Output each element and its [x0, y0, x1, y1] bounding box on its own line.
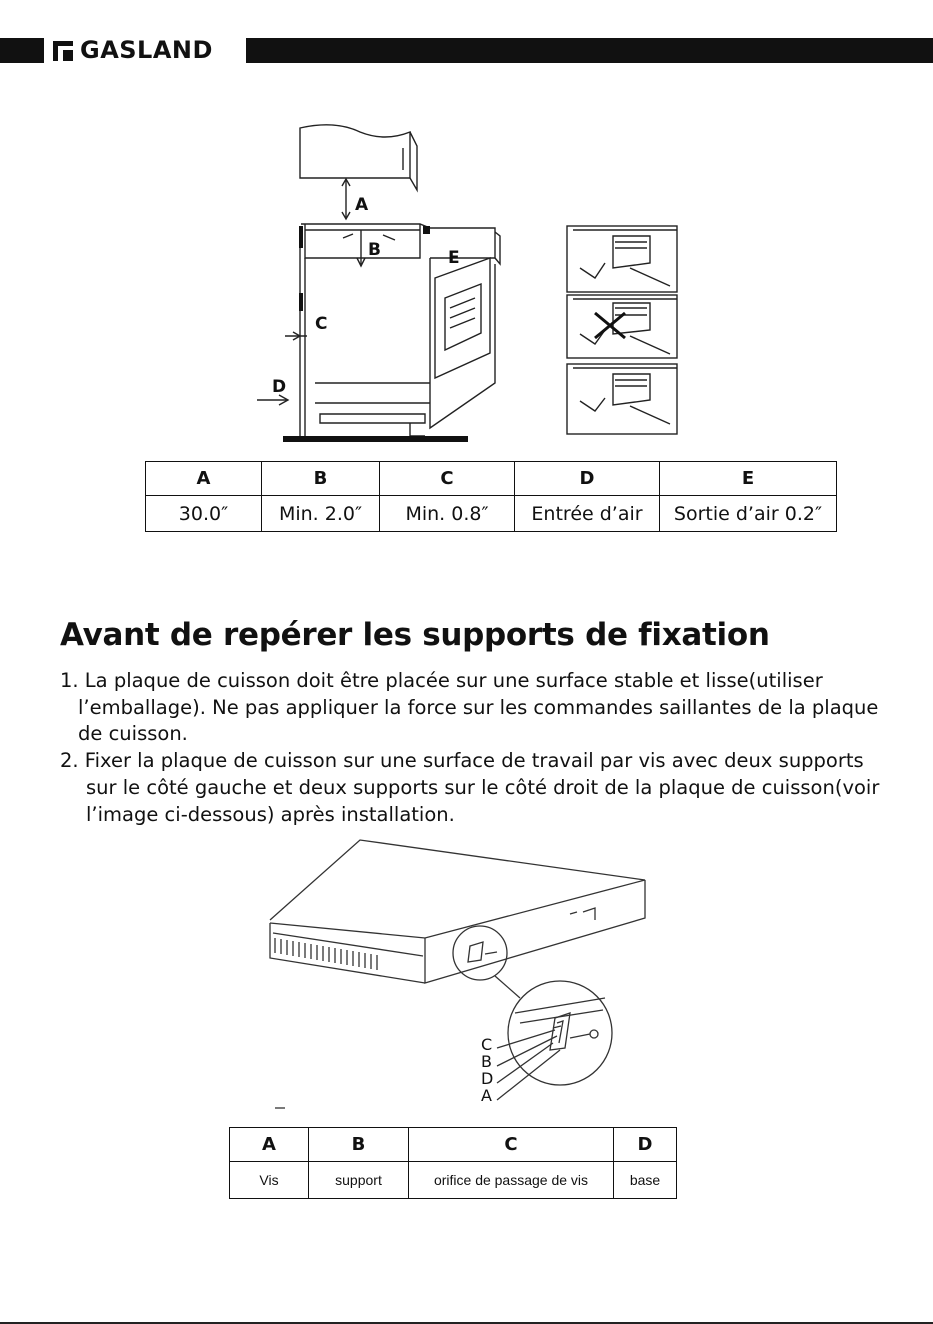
table-header-cell: A [230, 1128, 309, 1162]
table-header-cell: A [146, 462, 262, 496]
table-cell: support [309, 1162, 409, 1199]
label-D: D [272, 377, 287, 397]
table-cell: Vis [230, 1162, 309, 1199]
table-header-cell: B [262, 462, 380, 496]
table-header-cell: C [380, 462, 515, 496]
brand-logo [52, 38, 213, 63]
table-header-cell: D [614, 1128, 677, 1162]
table-cell: orifice de passage de vis [409, 1162, 614, 1199]
brand-name: GASLAND [80, 36, 213, 64]
clearance-diagram [245, 118, 690, 453]
label-A: A [481, 1086, 492, 1105]
section-title: Avant de repérer les supports de fixation [60, 617, 770, 653]
table-header-cell: E [660, 462, 837, 496]
table-row [230, 1162, 677, 1199]
table-cell: base [614, 1162, 677, 1199]
table-header-row [230, 1128, 677, 1162]
table-cell: Entrée d’air [515, 496, 660, 532]
table-header-cell: C [409, 1128, 614, 1162]
label-C: C [315, 314, 328, 334]
instruction-list [60, 668, 880, 828]
instruction-step-2: 2. Fixer la plaque de cuisson sur une surface de travail par vis avec deux supports sur le côté gauche et deux supports sur le côté droit de la plaque de cuisson(voir l’image ci-dessous) après installation. [60, 749, 880, 826]
header-bar-right [246, 38, 933, 63]
table-cell: Min. 2.0″ [262, 496, 380, 532]
label-C: C [481, 1035, 493, 1054]
label-B: B [368, 240, 381, 260]
label-B: B [481, 1052, 492, 1071]
bracket-diagram [265, 838, 660, 1110]
table-header-row [146, 462, 837, 496]
table-row [146, 496, 837, 532]
parts-table [229, 1127, 677, 1199]
table-cell: Min. 0.8″ [380, 496, 515, 532]
table-cell: Sortie d’air 0.2″ [660, 496, 837, 532]
header-bar-left [0, 38, 44, 63]
table-header-cell: D [515, 462, 660, 496]
table-cell: 30.0″ [146, 496, 262, 532]
label-D: D [481, 1069, 494, 1088]
label-A: A [355, 195, 369, 215]
label-E: E [448, 248, 460, 268]
logo-mark-icon [52, 40, 74, 62]
clearance-table [145, 461, 837, 532]
instruction-step-1: 1. La plaque de cuisson doit être placée sur une surface stable et lisse(utiliser l’emballage). Ne pas appliquer la force sur les commandes saillantes de la plaque de cuisson. [60, 669, 879, 746]
table-header-cell: B [309, 1128, 409, 1162]
page-header [0, 38, 933, 63]
